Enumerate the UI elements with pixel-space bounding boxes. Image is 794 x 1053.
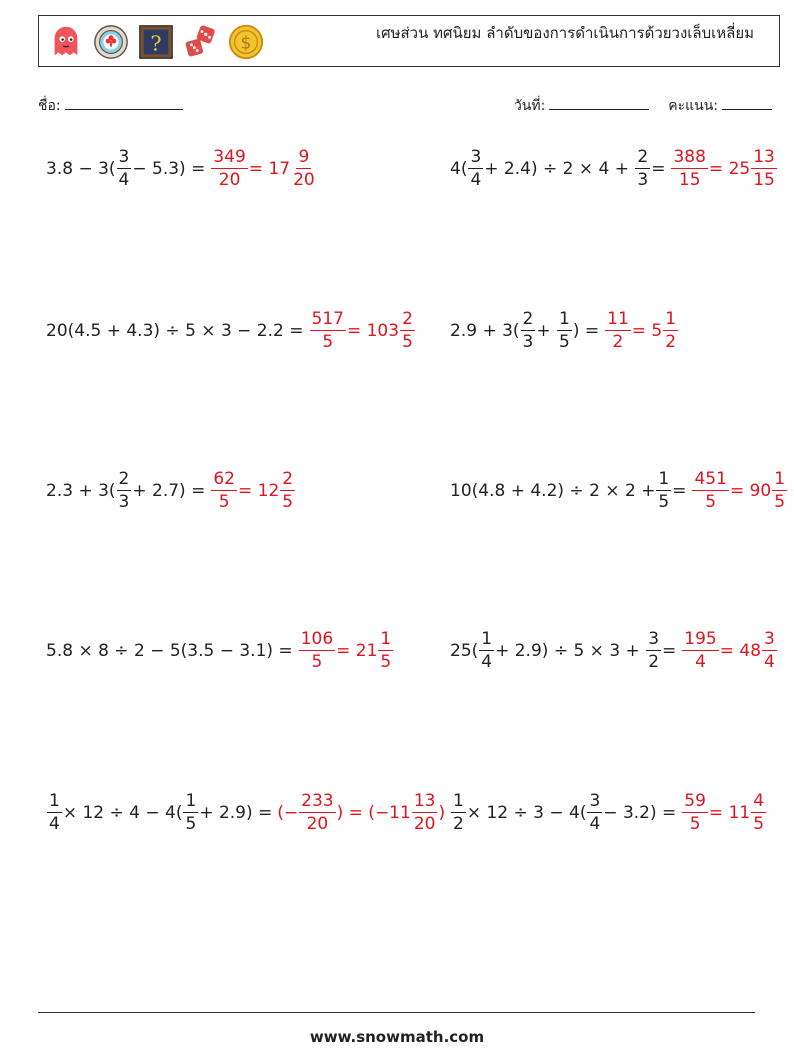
- answer-fraction-numerator: 517: [311, 309, 344, 329]
- expression-text: ) =: [572, 320, 600, 341]
- mixed-fraction: [378, 628, 393, 673]
- lead-fraction-denominator: 4: [49, 814, 60, 834]
- problem-8: [450, 628, 778, 673]
- date-score-fields: [514, 95, 772, 117]
- answer-fraction-denominator: 5: [322, 332, 334, 352]
- answer-fraction-denominator: 20: [218, 170, 241, 190]
- operand-fraction-denominator: 3: [522, 332, 534, 352]
- mixed-fraction: [663, 308, 678, 353]
- mixed-fraction: [751, 146, 777, 191]
- mixed-fraction-denominator: 5: [402, 332, 413, 352]
- problem-7: [46, 628, 394, 673]
- operand-fraction: [479, 628, 494, 673]
- operand-fraction-numerator: 2: [118, 469, 130, 489]
- answer-fraction-numerator: 233: [301, 791, 334, 811]
- mixed-fraction-numerator: 1: [665, 309, 677, 329]
- dice-icon: [182, 23, 220, 61]
- svg-text:?: ?: [150, 31, 162, 56]
- answer-fraction-denominator: 5: [705, 492, 717, 512]
- answer-text: ) = (−11: [336, 802, 411, 823]
- answer-fraction: [211, 146, 247, 191]
- operand-fraction: [468, 146, 483, 191]
- answer-fraction: [310, 308, 346, 353]
- answer-fraction-numerator: 62: [213, 469, 235, 489]
- expression-text: − 5.3) =: [132, 158, 206, 179]
- header-icons: [47, 22, 265, 62]
- problem-10: [450, 790, 767, 835]
- answer-text: ): [438, 802, 446, 823]
- answer-fraction: [682, 628, 718, 673]
- operand-fraction-denominator: 4: [118, 170, 130, 190]
- operand-fraction-numerator: 1: [185, 791, 197, 811]
- operand-fraction-numerator: 1: [481, 629, 493, 649]
- answer-text: = 11: [708, 802, 751, 823]
- answer-fraction-numerator: 106: [300, 629, 334, 649]
- answer-text: = 17: [248, 158, 291, 179]
- date-blank[interactable]: [549, 95, 649, 110]
- mixed-fraction-numerator: 1: [774, 469, 786, 489]
- operand-fraction: [635, 146, 650, 191]
- mixed-fraction: [762, 628, 777, 673]
- expression-text: − 3.2) =: [603, 802, 677, 823]
- mixed-fraction-denominator: 5: [753, 814, 765, 834]
- spacer: [640, 641, 645, 661]
- expression-text: =: [672, 480, 687, 501]
- expression-text: 20(4.5 + 4.3) ÷ 5 × 3 − 2.2 =: [46, 320, 304, 341]
- answer: [691, 468, 788, 513]
- mixed-fraction-numerator: 13: [413, 791, 436, 811]
- footer-divider: [38, 1012, 755, 1013]
- expression-text: + 2.4) ÷ 2 × 4 +: [484, 158, 629, 179]
- name-field: [38, 95, 183, 117]
- answer-text: (−: [277, 802, 299, 823]
- answer-fraction-numerator: 195: [684, 629, 717, 649]
- operand-fraction: [646, 628, 661, 673]
- mixed-fraction-denominator: 2: [665, 332, 677, 352]
- mixed-fraction: [751, 790, 766, 835]
- answer-text: = 5: [631, 320, 663, 341]
- expression-text: 25(: [450, 640, 479, 661]
- lead-fraction-numerator: 1: [453, 791, 464, 811]
- answer: [604, 308, 679, 353]
- answer-fraction-denominator: 5: [218, 492, 230, 512]
- expression-text: =: [651, 158, 666, 179]
- operand-fraction: [656, 468, 671, 513]
- mixed-fraction-denominator: 5: [774, 492, 786, 512]
- question-box-icon: [137, 23, 175, 61]
- operand-fraction-denominator: 5: [658, 492, 670, 512]
- problem-3: [46, 308, 416, 353]
- operand-fraction: [557, 308, 572, 353]
- answer-text: = 103: [346, 320, 400, 341]
- lead-fraction: [47, 790, 62, 835]
- mixed-fraction-denominator: 15: [753, 170, 775, 190]
- score-label: คะแนน:: [668, 98, 718, 114]
- operand-fraction-numerator: 2: [522, 309, 534, 329]
- expression-text: × 12 ÷ 3 − 4(: [466, 802, 587, 823]
- spacer: [629, 159, 634, 179]
- mixed-fraction: [400, 308, 415, 353]
- answer-fraction-denominator: 2: [612, 332, 624, 352]
- problem-9: [46, 790, 445, 835]
- answer-fraction-denominator: 5: [311, 652, 323, 672]
- mixed-fraction-denominator: 5: [282, 492, 294, 512]
- answer-fraction-numerator: 59: [684, 791, 706, 811]
- answer-text: = 90: [729, 480, 772, 501]
- expression-text: =: [662, 640, 677, 661]
- operand-fraction-numerator: 1: [559, 309, 570, 329]
- mixed-fraction-numerator: 13: [753, 147, 775, 167]
- answer-fraction: [692, 468, 728, 513]
- mixed-fraction: [772, 468, 787, 513]
- answer: [670, 146, 777, 191]
- answer-text: = 21: [336, 640, 378, 661]
- operand-fraction-denominator: 3: [637, 170, 649, 190]
- answer: [298, 628, 395, 673]
- operand-fraction-denominator: 5: [185, 814, 197, 834]
- operand-fraction: [117, 146, 132, 191]
- operand-fraction: [183, 790, 198, 835]
- coin-icon: [227, 23, 265, 61]
- problem-5: [46, 468, 296, 513]
- expression-text: 5.8 × 8 ÷ 2 − 5(3.5 − 3.1) =: [46, 640, 293, 661]
- operand-fraction-numerator: 3: [648, 629, 660, 649]
- expression-text: + 2.7) =: [132, 480, 206, 501]
- operand-fraction: [117, 468, 132, 513]
- problem-2: [450, 146, 778, 191]
- answer: [681, 790, 767, 835]
- answer-fraction-denominator: 5: [689, 814, 701, 834]
- answer-fraction-numerator: 11: [607, 309, 629, 329]
- expression-text: 3.8 − 3(: [46, 158, 116, 179]
- mixed-fraction-denominator: 4: [764, 652, 775, 672]
- answer: [309, 308, 416, 353]
- expression-text: 2.3 + 3(: [46, 480, 116, 501]
- mixed-fraction: [412, 790, 438, 835]
- expression-text: × 12 ÷ 4 − 4(: [62, 802, 183, 823]
- answer-fraction: [682, 790, 708, 835]
- answer-text: = 48: [719, 640, 762, 661]
- expression-text: + 2.9) =: [199, 802, 273, 823]
- lead-fraction-numerator: 1: [49, 791, 60, 811]
- lead-fraction-denominator: 2: [453, 814, 464, 834]
- answer-fraction: [299, 628, 335, 673]
- name-blank[interactable]: [65, 95, 183, 110]
- date-label: วันที่:: [513, 98, 546, 114]
- mixed-fraction-denominator: 20: [293, 170, 315, 190]
- problem-6: [450, 468, 788, 513]
- worksheet-title: เศษส่วน ทศนิยม ลำดับของการดำเนินการด้วยวงเล็บเหลี่ยม: [375, 24, 755, 42]
- operand-fraction-denominator: 5: [559, 332, 570, 352]
- ghost-icon: [47, 23, 85, 61]
- answer-fraction: [299, 790, 335, 835]
- answer-fraction-denominator: 20: [306, 814, 329, 834]
- svg-text:$: $: [240, 33, 252, 54]
- answer-fraction-denominator: 4: [695, 652, 706, 672]
- operand-fraction: [587, 790, 602, 835]
- mixed-fraction-numerator: 9: [298, 147, 310, 167]
- answer: [277, 790, 445, 835]
- operand-fraction-denominator: 4: [589, 814, 601, 834]
- operand-fraction-denominator: 3: [118, 492, 130, 512]
- expression-text: 10(4.8 + 4.2) ÷ 2 × 2 +: [450, 480, 656, 501]
- answer-fraction-numerator: 388: [673, 147, 706, 167]
- answer-fraction-numerator: 451: [694, 469, 727, 489]
- operand-fraction-denominator: 2: [648, 652, 660, 672]
- mixed-fraction-denominator: 20: [413, 814, 436, 834]
- answer: [210, 468, 296, 513]
- mixed-fraction: [291, 146, 317, 191]
- operand-fraction-denominator: 4: [470, 170, 482, 190]
- lead-fraction: [451, 790, 466, 835]
- mixed-fraction-numerator: 4: [753, 791, 765, 811]
- answer-text: = 25: [708, 158, 751, 179]
- expression-text: + 2.9) ÷ 5 × 3 +: [495, 640, 640, 661]
- mixed-fraction: [280, 468, 295, 513]
- answer-fraction-denominator: 15: [678, 170, 701, 190]
- mixed-fraction-numerator: 1: [380, 629, 392, 649]
- expression-text: 4(: [450, 158, 468, 179]
- score-blank[interactable]: [722, 95, 772, 110]
- worksheet-header: [38, 15, 780, 67]
- mixed-fraction-denominator: 5: [380, 652, 392, 672]
- problem-1: [46, 146, 318, 191]
- operand-fraction-numerator: 2: [637, 147, 649, 167]
- answer: [210, 146, 317, 191]
- operand-fraction-numerator: 3: [118, 147, 130, 167]
- operand-fraction-denominator: 4: [481, 652, 493, 672]
- poker-chip-icon: [92, 23, 130, 61]
- answer-text: = 12: [237, 480, 280, 501]
- operand-fraction-numerator: 3: [470, 147, 482, 167]
- spacer: [551, 321, 556, 341]
- answer-fraction-numerator: 349: [213, 147, 246, 167]
- answer-fraction: [671, 146, 707, 191]
- name-label: ชื่อ:: [38, 98, 61, 114]
- mixed-fraction-numerator: 2: [402, 309, 413, 329]
- expression-text: +: [536, 320, 551, 341]
- answer-fraction: [605, 308, 631, 353]
- mixed-fraction-numerator: 2: [282, 469, 294, 489]
- operand-fraction-numerator: 1: [658, 469, 670, 489]
- problem-4: [450, 308, 679, 353]
- operand-fraction: [521, 308, 536, 353]
- answer: [681, 628, 778, 673]
- mixed-fraction-numerator: 3: [764, 629, 775, 649]
- operand-fraction-numerator: 3: [589, 791, 601, 811]
- footer-site: www.snowmath.com: [309, 1028, 485, 1046]
- expression-text: 2.9 + 3(: [450, 320, 520, 341]
- answer-fraction: [211, 468, 237, 513]
